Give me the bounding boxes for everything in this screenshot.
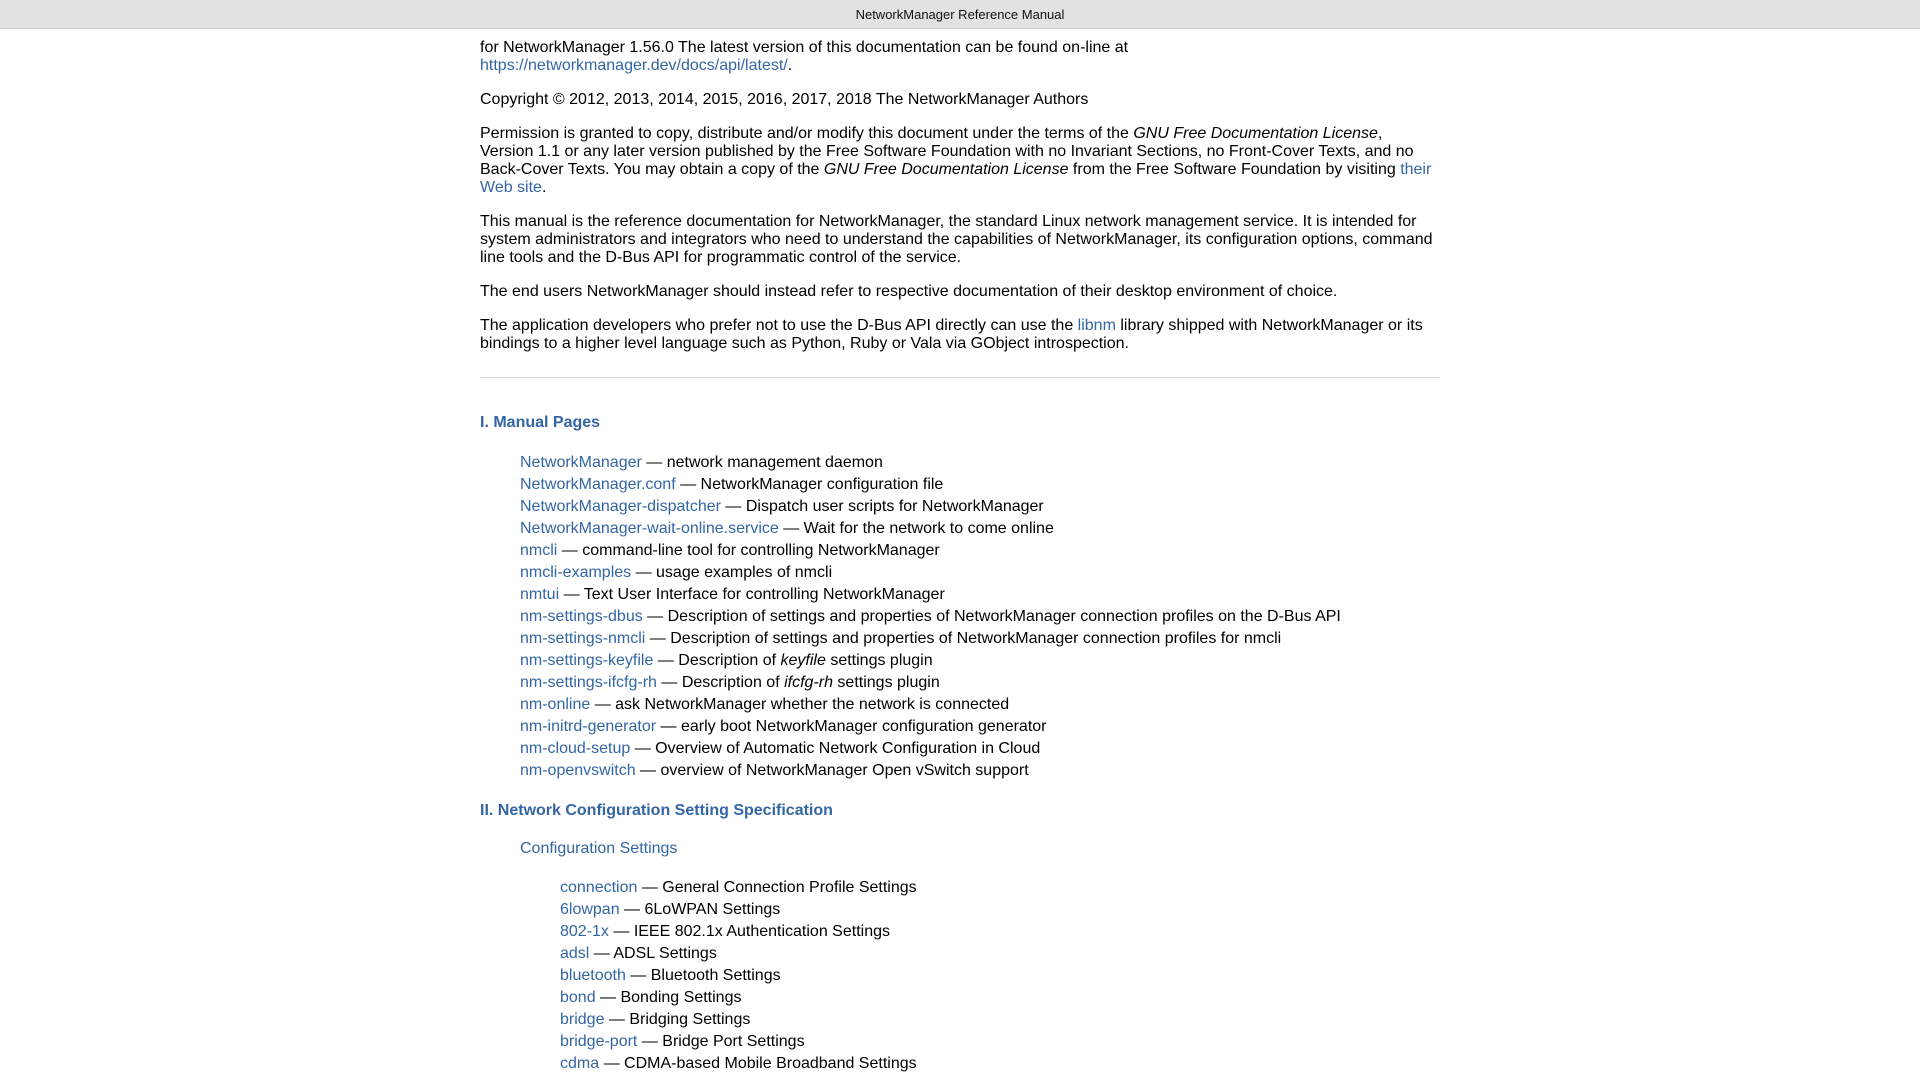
setting-link[interactable]: bond [560, 989, 596, 1006]
list-item [520, 672, 1440, 694]
manual-page-link[interactable]: nm-initrd-generator [520, 718, 657, 735]
manual-page-description: — Wait for the network to come online [778, 520, 1054, 537]
manual-page-link[interactable]: nmtui [520, 586, 560, 603]
manual-page-description: — NetworkManager configuration file [675, 476, 944, 493]
list-item [560, 1053, 1440, 1075]
manual-page-description: — command-line tool for controlling NetworkManager [557, 542, 940, 559]
manual-page-description: — Description of [656, 674, 785, 691]
section-title-manual-pages: I. Manual Pages [480, 414, 601, 431]
permission-text-3: from the Free Software Foundation by visiting [1068, 161, 1401, 178]
list-item [520, 452, 1440, 474]
version-text: for NetworkManager 1.56.0 The latest version of this documentation can be found on-line at [480, 39, 1129, 56]
manual-page-description: — Description of settings and properties of NetworkManager connection profiles for nmcli [645, 630, 1282, 647]
manual-page-description-emphasis: keyfile [780, 652, 826, 669]
setting-description: — IEEE 802.1x Authentication Settings [608, 923, 890, 940]
list-item [520, 518, 1440, 540]
list-item [520, 760, 1440, 782]
list-item [520, 694, 1440, 716]
list-item [560, 965, 1440, 987]
list-item [520, 738, 1440, 760]
list-item [560, 987, 1440, 1009]
list-item [520, 584, 1440, 606]
manual-page-link[interactable]: nm-settings-keyfile [520, 652, 654, 669]
setting-description: — General Connection Profile Settings [637, 879, 917, 896]
manual-page-link[interactable]: nm-openvswitch [520, 762, 636, 779]
setting-link[interactable]: connection [560, 879, 638, 896]
setting-link[interactable]: 802-1x [560, 923, 609, 940]
list-item [520, 496, 1440, 518]
setting-description: — Bonding Settings [595, 989, 742, 1006]
manual-page-link[interactable]: nm-online [520, 696, 591, 713]
list-item [560, 943, 1440, 965]
permission-text-1: Permission is granted to copy, distribute and/or modify this document under the terms of the [480, 125, 1134, 142]
list-item [560, 921, 1440, 943]
manual-page-description: — Description of settings and properties of NetworkManager connection profiles on the D-Bus API [642, 608, 1341, 625]
manual-page-link[interactable]: NetworkManager-wait-online.service [520, 520, 779, 537]
document-body [480, 29, 1440, 1075]
manual-page-description-suffix: settings plugin [832, 674, 940, 691]
setting-description: — Bridging Settings [604, 1011, 751, 1028]
window-title: NetworkManager Reference Manual [855, 7, 1065, 22]
fsf-website-link[interactable]: their Web site [480, 161, 1432, 196]
list-item [560, 1009, 1440, 1031]
list-item [560, 877, 1440, 899]
version-paragraph: for NetworkManager 1.56.0 The latest version of this documentation can be found on-line at https://networkmanager.dev/docs/api/latest/. [480, 39, 1129, 74]
manual-page-description: — network management daemon [641, 454, 883, 471]
list-item [520, 474, 1440, 496]
developers-text-1: The application developers who prefer not to use the D-Bus API directly can use the [480, 317, 1078, 334]
manual-page-link[interactable]: nm-cloud-setup [520, 740, 631, 757]
manual-page-description: — Description of [653, 652, 781, 669]
manual-page-link[interactable]: nm-settings-ifcfg-rh [520, 674, 657, 691]
list-item [520, 650, 1440, 672]
manual-page-description: — Text User Interface for controlling NetworkManager [559, 586, 945, 603]
manual-page-description-suffix: settings plugin [825, 652, 933, 669]
setting-link[interactable]: cdma [560, 1055, 600, 1072]
list-item [560, 1031, 1440, 1053]
permission-paragraph: Permission is granted to copy, distribute and/or modify this document under the terms of the GNU Free Documentation License, Version 1.1 or any later version published by the Free Software Foundation with no Invariant Sections, no Front-Cover Texts, and no Back-Cover Texts. You may obtain a copy of the GNU Free Documentation License from the Free Software Foundation by visiting their Web site. [480, 125, 1432, 196]
license-name-2: GNU Free Documentation License [823, 161, 1069, 178]
section-title-setting-spec: II. Network Configuration Setting Specification [480, 802, 833, 819]
docs-link[interactable]: https://networkmanager.dev/docs/api/latest/ [480, 57, 788, 74]
setting-link[interactable]: bluetooth [560, 967, 626, 984]
license-name: GNU Free Documentation License [1133, 125, 1378, 142]
manual-description: This manual is the reference documentation for NetworkManager, the standard Linux network management service. It is intended for system administrators and integrators who need to understand the capabilities of NetworkManager, its configuration options, command line tools and the D-Bus API for programmatic control of the service. [480, 213, 1433, 266]
manual-page-description: — usage examples of nmcli [631, 564, 833, 581]
list-item [560, 899, 1440, 921]
configuration-settings-link[interactable]: Configuration Settings [520, 840, 678, 857]
copyright-text: Copyright © 2012, 2013, 2014, 2015, 2016, 2017, 2018 The NetworkManager Authors [480, 91, 1089, 108]
manual-page-description: — Dispatch user scripts for NetworkManager [720, 498, 1044, 515]
manual-pages-list [520, 452, 1440, 782]
manual-page-description: — ask NetworkManager whether the network is connected [590, 696, 1010, 713]
setting-description: — Bluetooth Settings [625, 967, 781, 984]
list-item [520, 562, 1440, 584]
subsection-configuration-settings [520, 839, 1440, 859]
setting-link[interactable]: bridge-port [560, 1033, 638, 1050]
developers-text-2: library shipped with NetworkManager or its bindings to a higher level language such as Python, Ruby or Vala via GObject introspection. [480, 317, 1423, 352]
setting-link[interactable]: bridge [560, 1011, 605, 1028]
libnm-link[interactable]: libnm [1077, 317, 1116, 334]
setting-description: — CDMA-based Mobile Broadband Settings [599, 1055, 917, 1072]
list-item [520, 628, 1440, 650]
settings-list [560, 877, 1440, 1075]
list-item [520, 540, 1440, 562]
end-users-paragraph: The end users NetworkManager should instead refer to respective documentation of their desktop environment of choice. [480, 283, 1338, 300]
manual-page-description-emphasis: ifcfg-rh [784, 674, 833, 691]
setting-description: — Bridge Port Settings [637, 1033, 805, 1050]
manual-page-link[interactable]: nmcli [520, 542, 558, 559]
manual-page-link[interactable]: nm-settings-dbus [520, 608, 643, 625]
manual-page-link[interactable]: NetworkManager-dispatcher [520, 498, 721, 515]
manual-page-link[interactable]: nmcli-examples [520, 564, 632, 581]
manual-page-link[interactable]: NetworkManager.conf [520, 476, 676, 493]
manual-page-link[interactable]: NetworkManager [520, 454, 642, 471]
list-item [520, 606, 1440, 628]
list-item [520, 716, 1440, 738]
manual-page-description: — early boot NetworkManager configuration generator [656, 718, 1047, 735]
permission-text-2: , Version 1.1 or any later version published by the Free Software Foundation with no Invariant Sections, no Front-Cover Texts, and no Back-Cover Texts. You may obtain a copy of the [480, 125, 1414, 178]
setting-description: — 6LoWPAN Settings [619, 901, 781, 918]
manual-page-description: — overview of NetworkManager Open vSwitch support [635, 762, 1029, 779]
setting-description: — ADSL Settings [589, 945, 717, 962]
window-titlebar [0, 0, 1920, 29]
manual-page-link[interactable]: nm-settings-nmcli [520, 630, 646, 647]
setting-link[interactable]: adsl [560, 945, 590, 962]
manual-page-description: — Overview of Automatic Network Configuration in Cloud [630, 740, 1041, 757]
divider [480, 377, 1440, 378]
developers-paragraph [480, 317, 1440, 353]
setting-link[interactable]: 6lowpan [560, 901, 620, 918]
